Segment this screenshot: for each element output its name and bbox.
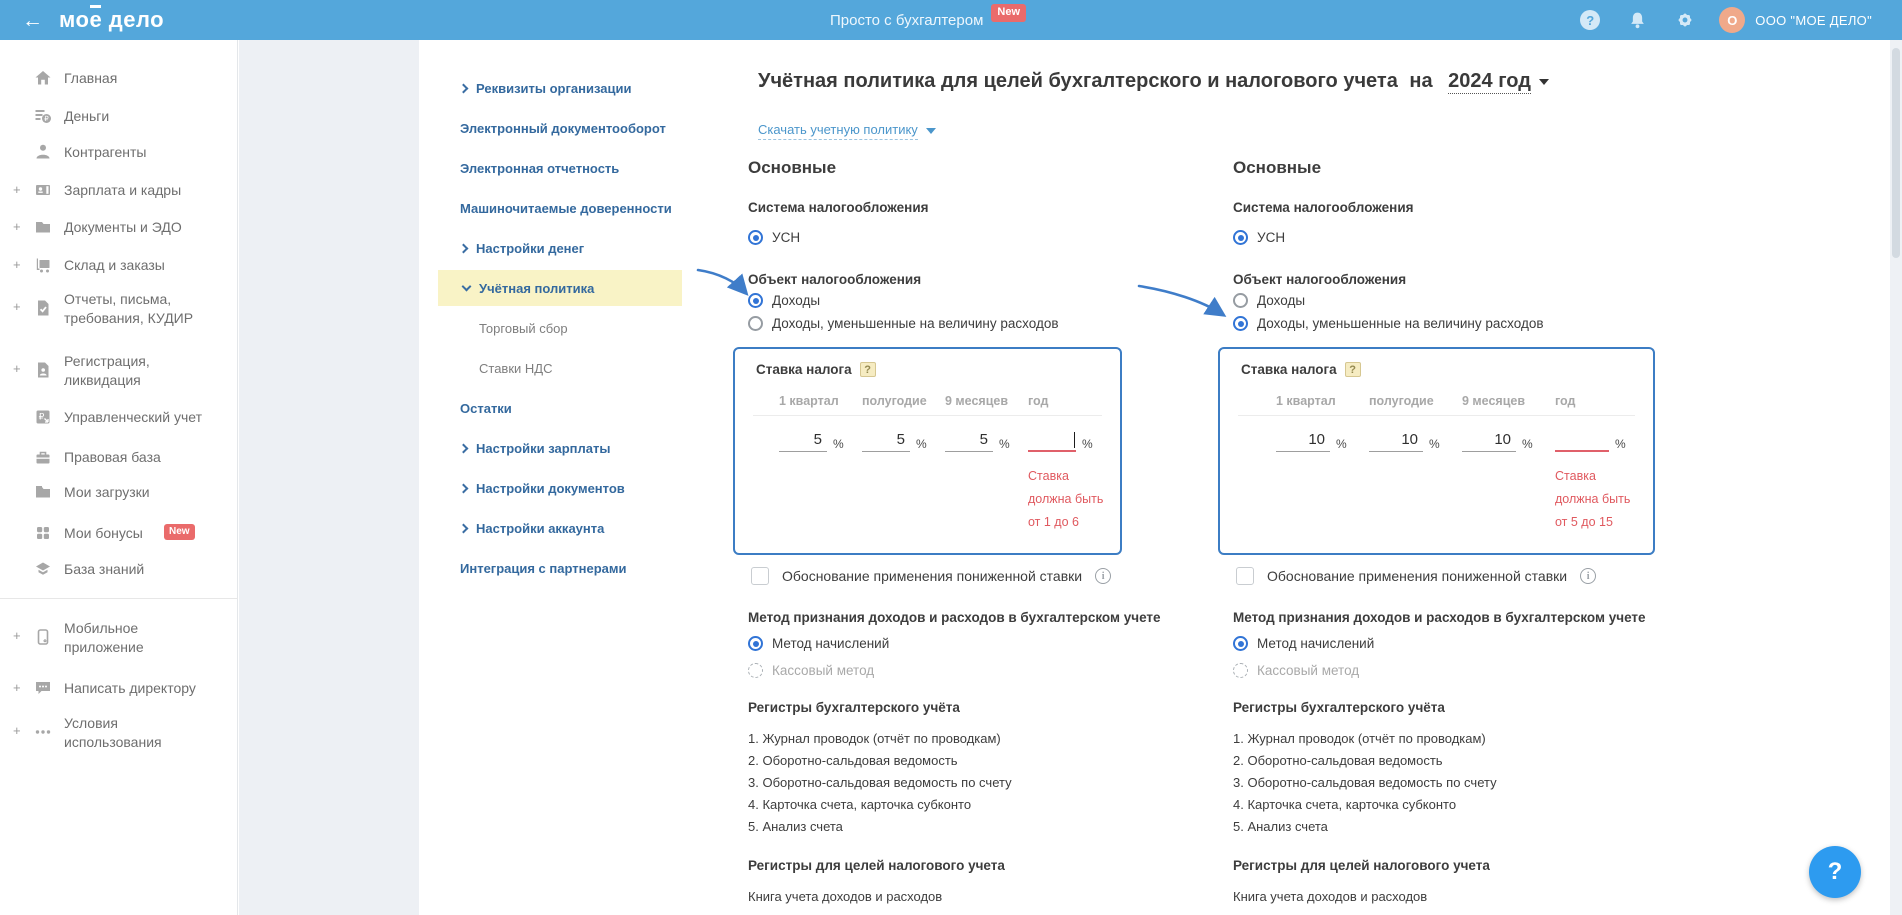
- subnav-stavki-nds[interactable]: Ставки НДС: [479, 360, 553, 376]
- subnav-nastroyki-deneg[interactable]: Настройки денег: [460, 228, 750, 268]
- rate-period-headers: 1 квартал полугодие 9 месяцев год: [779, 394, 1049, 408]
- method-label: Метод признания доходов и расходов в бухгалтерском учете: [1233, 610, 1646, 625]
- chevron-right-icon: [459, 444, 469, 454]
- tax-object-label: Объект налогообложения: [748, 272, 922, 287]
- help-question-icon[interactable]: ?: [1345, 362, 1361, 377]
- reduced-rate-checkbox-row[interactable]: Обоснование применения пониженной ставки i: [751, 567, 1111, 585]
- subnav-nastroyki-dokumentov[interactable]: Настройки документов: [460, 468, 750, 508]
- back-arrow-icon[interactable]: ←: [22, 8, 43, 32]
- bonus-new-badge: New: [164, 524, 195, 540]
- method-label: Метод признания доходов и расходов в бухгалтерском учете: [748, 610, 1161, 625]
- expand-plus-icon: +: [13, 723, 21, 738]
- subnav-ostatki[interactable]: Остатки: [460, 400, 512, 416]
- dots-icon: [34, 723, 54, 741]
- chevron-down-icon: [462, 282, 472, 292]
- subnav-doverennosti[interactable]: Машиночитаемые доверенности: [460, 200, 672, 216]
- register-item: 4. Карточка счета, карточка субконто: [1233, 797, 1457, 812]
- gift-icon: [34, 524, 54, 542]
- subnav-integraciya[interactable]: Интеграция с партнерами: [460, 560, 627, 576]
- radio-metod-nachisleniy[interactable]: Метод начислений: [748, 636, 889, 651]
- right-arrow-annotation: [1139, 286, 1222, 314]
- rate-period-headers: 1 квартал полугодие 9 месяцев год: [1276, 394, 1576, 408]
- floating-help-button[interactable]: ?: [1809, 846, 1861, 898]
- rate-input-q1[interactable]: 10: [1276, 429, 1330, 452]
- subnav-uchetnaya-politika-active[interactable]: Учётная политика: [438, 270, 682, 306]
- money-icon: [34, 107, 54, 125]
- download-policy-link[interactable]: Скачать учетную политику: [758, 122, 936, 140]
- chevron-right-icon: [459, 524, 469, 534]
- gear-icon[interactable]: [1675, 10, 1695, 30]
- rate-input-year[interactable]: [1555, 429, 1609, 452]
- main-sidebar: Главная ₽ Деньги Контрагенты + Зарплата и кадры + Документы и ЭДО + Склад и заказы + Отчеты, письма, требования, КУДИР + Регистрация, ликвидация ₽ Управленческий учет Правовая база Мои загрузки Мои бонусы New База знаний + Мобильное приложение + Написать директору + Условия использования: [0, 40, 238, 915]
- rate-input-year[interactable]: [1028, 429, 1076, 452]
- radio-unselected-icon[interactable]: [1233, 293, 1248, 308]
- knowledge-icon: [34, 560, 54, 578]
- rate-header-divider: [1238, 415, 1635, 416]
- radio-usn[interactable]: УСН: [1233, 230, 1285, 245]
- register-item: 3. Оборотно-сальдовая ведомость по счету: [1233, 775, 1497, 790]
- briefcase-icon: [34, 448, 54, 466]
- page-title: Учётная политика для целей бухгалтерского и налогового учета на 2024 год: [758, 70, 1549, 93]
- app-logo[interactable]: мое дело: [59, 7, 165, 32]
- svg-text:₽: ₽: [38, 411, 45, 422]
- background-gutter: [239, 40, 419, 915]
- rate-validation-error: Ставка должна быть от 1 до 6: [1028, 469, 1104, 529]
- radio-metod-nachisleniy[interactable]: Метод начислений: [1233, 636, 1374, 651]
- chat-icon: [34, 679, 54, 697]
- help-icon[interactable]: ?: [1580, 10, 1600, 30]
- radio-usn[interactable]: УСН: [748, 230, 800, 245]
- tax-registers-value: Книга учета доходов и расходов: [748, 889, 943, 904]
- header-tagline: Просто с бухгалтером: [830, 11, 984, 29]
- user-avatar[interactable]: O: [1719, 7, 1745, 33]
- expand-plus-icon: +: [13, 680, 21, 695]
- radio-selected-icon[interactable]: [748, 293, 763, 308]
- register-item: 1. Журнал проводок (отчёт по проводкам): [1233, 731, 1486, 746]
- tax-rate-label: Ставка налога ?: [756, 362, 876, 377]
- registration-doc-icon: [34, 361, 54, 379]
- subnav-otchetnost[interactable]: Электронная отчетность: [460, 160, 620, 176]
- section-heading: Основные: [748, 158, 837, 177]
- reduced-rate-checkbox-row[interactable]: Обоснование применения пониженной ставки i: [1236, 567, 1596, 585]
- scrollbar-thumb[interactable]: [1892, 48, 1900, 258]
- column-usn-dohody-rashody: [1218, 40, 1655, 915]
- checkbox-unchecked[interactable]: [1236, 567, 1254, 585]
- register-item: 5. Анализ счета: [1233, 819, 1328, 834]
- chevron-right-icon: [459, 244, 469, 254]
- year-selector[interactable]: 2024 год: [1448, 70, 1531, 92]
- register-item: 3. Оборотно-сальдовая ведомость по счету: [748, 775, 1012, 790]
- rate-input-halfyear[interactable]: 5: [862, 429, 910, 452]
- expand-plus-icon: +: [13, 182, 21, 197]
- person-icon: [34, 143, 54, 161]
- radio-dohody-minus-rashody[interactable]: Доходы, уменьшенные на величину расходов: [748, 316, 1059, 331]
- registers-label: Регистры бухгалтерского учёта: [748, 700, 960, 715]
- subnav-nastroyki-akkaunta[interactable]: Настройки аккаунта: [460, 508, 750, 548]
- register-item: 2. Оборотно-сальдовая ведомость: [748, 753, 958, 768]
- warehouse-cart-icon: [34, 256, 54, 274]
- expand-plus-icon: +: [13, 628, 21, 643]
- company-name[interactable]: ООО "МОЕ ДЕЛО": [1755, 12, 1872, 28]
- report-check-icon: [34, 299, 54, 317]
- downloads-folder-icon: [34, 483, 54, 501]
- top-header: [0, 0, 1902, 40]
- radio-selected-icon[interactable]: [1233, 316, 1248, 331]
- tax-system-label: Система налогообложения: [1233, 200, 1414, 215]
- content-panel: [419, 40, 1890, 915]
- salary-card-icon: [34, 181, 54, 199]
- register-item: 4. Карточка счета, карточка субконто: [748, 797, 972, 812]
- radio-selected-icon[interactable]: [748, 230, 763, 245]
- phone-icon: [34, 628, 54, 646]
- checkbox-unchecked[interactable]: [751, 567, 769, 585]
- subnav-edo[interactable]: Электронный документооборот: [460, 120, 666, 136]
- settings-subnav: [460, 68, 750, 588]
- register-item: 1. Журнал проводок (отчёт по проводкам): [748, 731, 1001, 746]
- expand-plus-icon: +: [13, 257, 21, 272]
- page-scrollbar[interactable]: [1890, 40, 1902, 915]
- tagline-new-badge: New: [991, 4, 1026, 21]
- chevron-right-icon: [459, 484, 469, 494]
- radio-dohody[interactable]: Доходы: [1233, 293, 1305, 308]
- radio-dohody-minus-rashody[interactable]: Доходы, уменьшенные на величину расходов: [1233, 316, 1544, 331]
- rate-input-9months[interactable]: 5: [945, 429, 993, 452]
- tax-rate-label: Ставка налога ?: [1241, 362, 1361, 377]
- registers-label: Регистры бухгалтерского учёта: [1233, 700, 1445, 715]
- subnav-nastroyki-zarplaty[interactable]: Настройки зарплаты: [460, 428, 750, 468]
- rate-input-q1[interactable]: 5: [779, 429, 827, 452]
- radio-selected-icon[interactable]: [748, 636, 763, 651]
- home-icon: [34, 69, 54, 87]
- rate-input-9months[interactable]: 10: [1462, 429, 1516, 452]
- management-ruble-icon: [34, 408, 54, 426]
- info-icon[interactable]: i: [1095, 568, 1111, 584]
- bell-icon[interactable]: [1628, 11, 1647, 30]
- subnav-torgovyy-sbor[interactable]: Торговый сбор: [479, 320, 568, 336]
- rate-validation-error: Ставка должна быть от 5 до 15: [1555, 469, 1631, 529]
- tax-registers-value: Книга учета доходов и расходов: [1233, 889, 1428, 904]
- tax-registers-label: Регистры для целей налогового учета: [748, 858, 1005, 873]
- info-icon[interactable]: i: [1580, 568, 1596, 584]
- help-question-icon[interactable]: ?: [860, 362, 876, 377]
- expand-plus-icon: +: [13, 299, 21, 314]
- radio-selected-icon[interactable]: [1233, 230, 1248, 245]
- radio-selected-icon[interactable]: [1233, 636, 1248, 651]
- chevron-right-icon: [459, 84, 469, 94]
- folder-icon: [34, 218, 54, 236]
- tax-object-label: Объект налогообложения: [1233, 272, 1407, 287]
- registers-list: [1233, 728, 1497, 838]
- sidebar-divider: [0, 598, 238, 599]
- expand-plus-icon: +: [13, 361, 21, 376]
- radio-dohody[interactable]: Доходы: [748, 293, 820, 308]
- radio-disabled-icon: [748, 663, 763, 678]
- svg-text:₽: ₽: [44, 116, 49, 123]
- radio-disabled-icon: [1233, 663, 1248, 678]
- section-heading: Основные: [1233, 158, 1322, 177]
- tax-registers-label: Регистры для целей налогового учета: [1233, 858, 1490, 873]
- rate-input-halfyear[interactable]: 10: [1369, 429, 1423, 452]
- tax-rate-box: Ставка налога ? 1 квартал полугодие 9 месяцев год 10 % 10 % 10 % % Ставка должна быть от 5 до 15: [1218, 347, 1655, 555]
- registers-list: [748, 728, 1012, 838]
- radio-kassovyy-metod-disabled: Кассовый метод: [748, 663, 874, 678]
- tax-system-label: Система налогообложения: [748, 200, 929, 215]
- register-item: 5. Анализ счета: [748, 819, 843, 834]
- tax-rate-box: Ставка налога ? 1 квартал полугодие 9 месяцев год 5 % 5 % 5 % % Ставка должна быть от 1 до 6: [733, 347, 1122, 555]
- subnav-rekvizity[interactable]: Реквизиты организации: [460, 68, 750, 108]
- register-item: 2. Оборотно-сальдовая ведомость: [1233, 753, 1443, 768]
- rate-header-divider: [753, 415, 1102, 416]
- expand-plus-icon: +: [13, 219, 21, 234]
- radio-kassovyy-metod-disabled: Кассовый метод: [1233, 663, 1359, 678]
- radio-unselected-icon[interactable]: [748, 316, 763, 331]
